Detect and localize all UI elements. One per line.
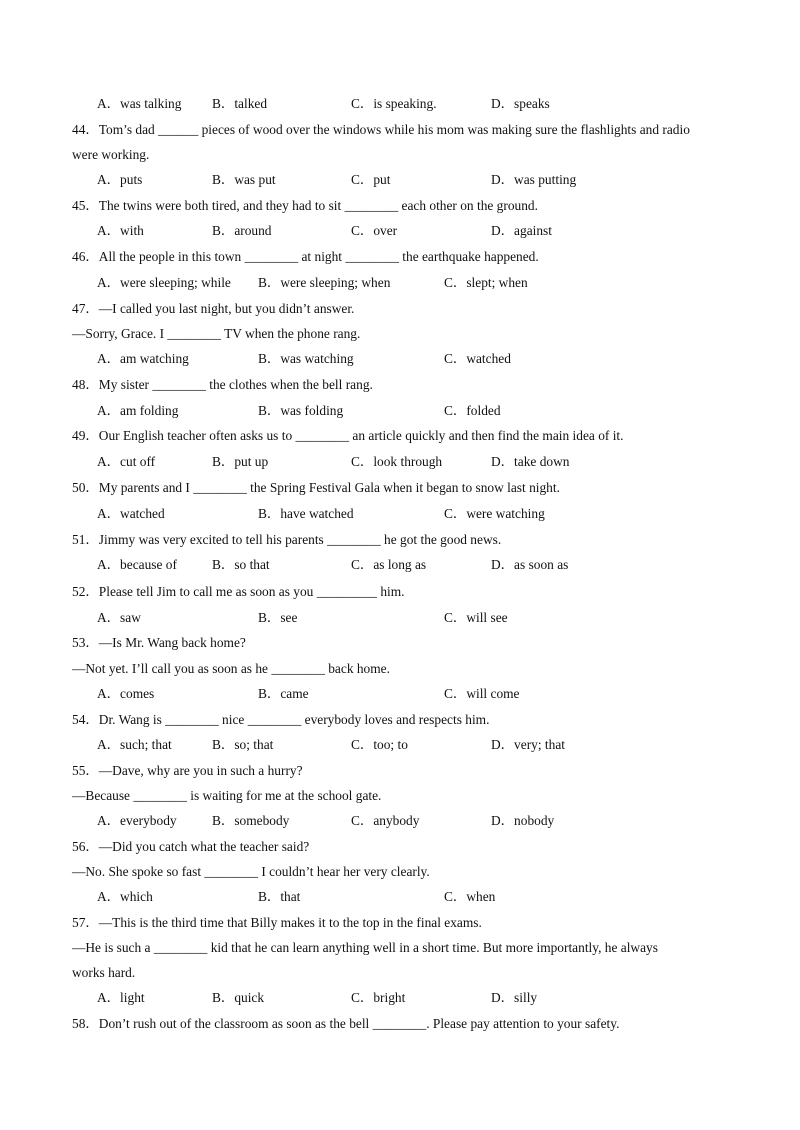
question-line: 51．Jimmy was very excited to tell his parents ________ he got the good news. xyxy=(72,532,502,547)
question-line: 44．Tom’s dad ______ pieces of wood over the windows while his mom was making sure the flashlights and radio xyxy=(72,122,690,137)
question-line: 52．Please tell Jim to call me as soon as you _________ him. xyxy=(72,584,405,599)
question-line: —He is such a ________ kid that he can learn anything well in a short time. But more importantly, he always xyxy=(72,940,658,955)
answer-option: C．folded xyxy=(444,403,501,418)
question-line: 48．My sister ________ the clothes when the bell rang. xyxy=(72,377,373,392)
question-line: were working. xyxy=(72,147,150,162)
answer-option: A．am folding xyxy=(97,403,179,418)
answer-option: C．were watching xyxy=(444,506,545,521)
answer-option: B．was put xyxy=(212,172,276,187)
answer-option: B．so; that xyxy=(212,737,274,752)
answer-option: C．anybody xyxy=(351,813,420,828)
answer-option: B．was folding xyxy=(258,403,344,418)
answer-option: C．when xyxy=(444,889,496,904)
answer-option: A．cut off xyxy=(97,454,156,469)
answer-option: B．somebody xyxy=(212,813,290,828)
answer-option: A．were sleeping; while xyxy=(97,275,231,290)
answer-option: C．put xyxy=(351,172,391,187)
answer-option: B．talked xyxy=(212,96,268,111)
question-line: 46．All the people in this town ________ at night ________ the earthquake happened. xyxy=(72,249,539,264)
question-line: 57．—This is the third time that Billy makes it to the top in the final exams. xyxy=(72,915,482,930)
answer-option: C．bright xyxy=(351,990,406,1005)
answer-option: A．am watching xyxy=(97,351,189,366)
answer-option: D．against xyxy=(491,223,552,238)
answer-option: A．light xyxy=(97,990,145,1005)
answer-option: A．everybody xyxy=(97,813,177,828)
question-line: 45．The twins were both tired, and they had to sit ________ each other on the ground. xyxy=(72,198,538,213)
question-line: 55．—Dave, why are you in such a hurry? xyxy=(72,763,303,778)
answer-option: D．nobody xyxy=(491,813,555,828)
answer-option: B．put up xyxy=(212,454,269,469)
answer-option: C．will come xyxy=(444,686,520,701)
answer-option: B．quick xyxy=(212,990,265,1005)
question-line: —Not yet. I’ll call you as soon as he ________ back home. xyxy=(72,661,390,676)
question-line: works hard. xyxy=(72,965,136,980)
answer-option: A．was talking xyxy=(97,96,182,111)
question-line: 56．—Did you catch what the teacher said? xyxy=(72,839,310,854)
answer-option: C．look through xyxy=(351,454,443,469)
answer-option: B．see xyxy=(258,610,298,625)
answer-option: B．were sleeping; when xyxy=(258,275,391,290)
question-line: 47．—I called you last night, but you didn’t answer. xyxy=(72,301,355,316)
question-line: —No. She spoke so fast ________ I couldn’t hear her very clearly. xyxy=(72,864,430,879)
answer-option: D．was putting xyxy=(491,172,577,187)
answer-option: A．comes xyxy=(97,686,155,701)
answer-option: A．saw xyxy=(97,610,141,625)
answer-option: C．slept; when xyxy=(444,275,528,290)
answer-option: B．have watched xyxy=(258,506,354,521)
question-line: 50．My parents and I ________ the Spring Festival Gala when it began to snow last night. xyxy=(72,480,560,495)
answer-option: C．is speaking. xyxy=(351,96,437,111)
answer-option: D．silly xyxy=(491,990,538,1005)
answer-option: A．because of xyxy=(97,557,177,572)
question-line: 54．Dr. Wang is ________ nice ________ everybody loves and respects him. xyxy=(72,712,490,727)
answer-option: D．speaks xyxy=(491,96,550,111)
answer-option: A．which xyxy=(97,889,153,904)
answer-option: B．that xyxy=(258,889,301,904)
answer-option: A．watched xyxy=(97,506,165,521)
question-line: 49．Our English teacher often asks us to ________ an article quickly and then find the main idea of it. xyxy=(72,428,624,443)
answer-option: D．very; that xyxy=(491,737,566,752)
answer-option: C．watched xyxy=(444,351,511,366)
answer-option: C．over xyxy=(351,223,398,238)
answer-option: C．as long as xyxy=(351,557,427,572)
answer-option: B．was watching xyxy=(258,351,354,366)
answer-option: B．so that xyxy=(212,557,270,572)
answer-option: A．with xyxy=(97,223,144,238)
answer-option: D．take down xyxy=(491,454,570,469)
answer-option: B．came xyxy=(258,686,309,701)
answer-option: D．as soon as xyxy=(491,557,569,572)
answer-option: B．around xyxy=(212,223,272,238)
answer-option: A．such; that xyxy=(97,737,172,752)
answer-option: A．puts xyxy=(97,172,143,187)
question-line: —Sorry, Grace. I ________ TV when the phone rang. xyxy=(72,326,361,341)
question-line: —Because ________ is waiting for me at the school gate. xyxy=(72,788,382,803)
question-line: 53．—Is Mr. Wang back home? xyxy=(72,635,246,650)
answer-option: C．too; to xyxy=(351,737,408,752)
answer-option: C．will see xyxy=(444,610,508,625)
question-line: 58．Don’t rush out of the classroom as soon as the bell ________. Please pay attention to your safety. xyxy=(72,1016,620,1031)
